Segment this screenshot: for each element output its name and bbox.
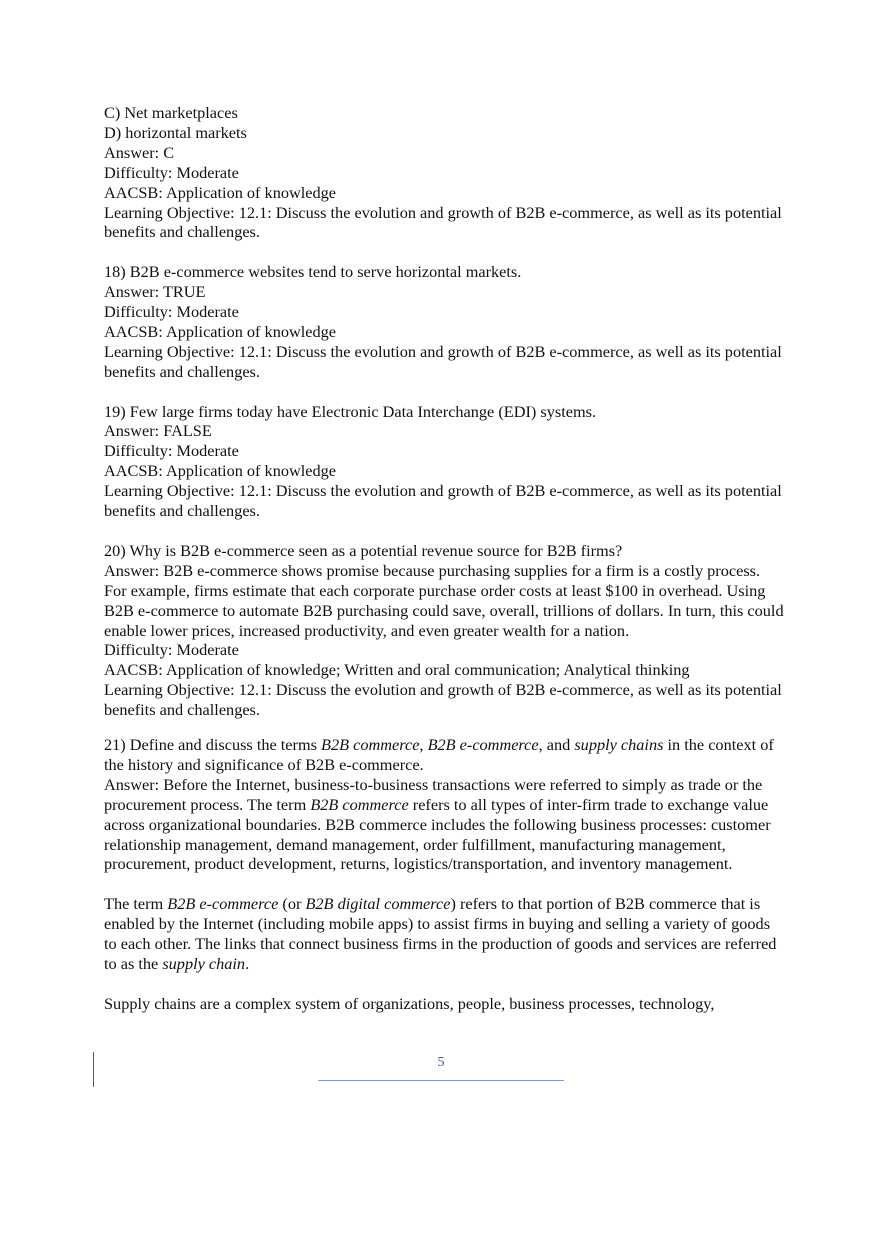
q21-question-suffix: in the context of the history and significance of B2B e-commerce. (104, 735, 774, 774)
q19-answer: Answer: FALSE (104, 421, 212, 441)
spacer (104, 521, 784, 541)
q18-aacsb: AACSB: Application of knowledge (104, 321, 336, 341)
q21-p2-term2: B2B digital commerce (305, 894, 451, 914)
q20-objective: Learning Objective: 12.1: Discuss the evolution and growth of B2B e-commerce, as well as its potential benefits and challenges. (104, 680, 782, 720)
footer-rule (318, 1080, 564, 1081)
footer-margin-rule (93, 1052, 94, 1087)
spacer (104, 382, 784, 402)
q21-paragraph-3: Supply chains are a complex system of organizations, people, business processes, technology, (104, 993, 715, 1013)
q19-objective: Learning Objective: 12.1: Discuss the evolution and growth of B2B e-commerce, as well as its potential benefits and challenges. (104, 481, 782, 521)
q18-objective: Learning Objective: 12.1: Discuss the evolution and growth of B2B e-commerce, as well as its potential benefits and challenges. (104, 341, 782, 381)
q21-answer-part2: refers to all types of inter-firm trade to exchange value across organizational boundaries. B2B commerce includes the following business processes: customer relationship management, demand management, order fulfillment, manufacturing management, procurement, product development, returns, logistics/transportation, and inventory management. (104, 794, 771, 874)
q21-answer (104, 775, 784, 875)
q21-p2-part1: The term (104, 894, 168, 914)
q20-question: 20) Why is B2B e-commerce seen as a potential revenue source for B2B firms? (104, 540, 623, 560)
q21-p2-term1: B2B e-commerce (167, 894, 279, 914)
q21-paragraph-2 (104, 894, 784, 974)
q17-answer: Answer: C (104, 142, 175, 162)
spacer (104, 720, 784, 735)
q19-question: 19) Few large firms today have Electronic Data Interchange (EDI) systems. (104, 401, 597, 421)
q20-aacsb: AACSB: Application of knowledge; Written and oral communication; Analytical thinking (104, 660, 690, 680)
spacer (104, 874, 784, 894)
q17-objective: Learning Objective: 12.1: Discuss the evolution and growth of B2B e-commerce, as well as its potential benefits and challenges. (104, 202, 782, 242)
page-number: 5 (437, 1055, 445, 1070)
q18-answer: Answer: TRUE (104, 282, 206, 302)
spacer (104, 242, 784, 262)
q21-term-supply-chains: supply chains (574, 735, 664, 755)
q21-question-prefix: 21) Define and discuss the terms (104, 735, 322, 755)
q19-aacsb: AACSB: Application of knowledge (104, 461, 336, 481)
q21-term-b2b-commerce: B2B commerce, B2B e-commerce (321, 735, 539, 755)
q21-p2-part2: (or (278, 894, 306, 914)
q20-answer: Answer: B2B e-commerce shows promise because purchasing supplies for a firm is a costly process. For example, firms estimate that each corporate purchase order costs at least $100 in overhead. Using B2B e-commerce to automate B2B purchasing could save, overall, trillions of dollars. In turn, this could enable lower prices, increased productivity, and even greater wealth for a nation. (104, 560, 784, 640)
q21-question-mid: , and (538, 735, 575, 755)
q21-question (104, 735, 784, 775)
q21-answer-part1: Answer: Before the Internet, business-to-business transactions were referred to simply as trade or the procurement process. The term (104, 774, 763, 814)
q21-answer-term: B2B commerce (310, 794, 409, 814)
document-body (104, 103, 784, 1014)
q20-difficulty: Difficulty: Moderate (104, 640, 239, 660)
q17-option-c: C) Net marketplaces (104, 103, 238, 122)
q18-question: 18) B2B e-commerce websites tend to serve horizontal markets. (104, 262, 522, 282)
q19-difficulty: Difficulty: Moderate (104, 441, 239, 461)
q17-option-d: D) horizontal markets (104, 122, 247, 142)
q21-p2-part4: . (245, 954, 250, 973)
q21-p2-term3: supply chain (162, 954, 246, 973)
q17-difficulty: Difficulty: Moderate (104, 162, 239, 182)
q17-aacsb: AACSB: Application of knowledge (104, 182, 336, 202)
q21-p2-part3: ) refers to that portion of B2B commerce that is enabled by the Internet (including mobile apps) to assist firms in buying and selling a variety of goods to each other. The links that connect business firms in the production of goods and services are referred to as the (104, 894, 777, 973)
spacer (104, 974, 784, 994)
q18-difficulty: Difficulty: Moderate (104, 302, 239, 322)
